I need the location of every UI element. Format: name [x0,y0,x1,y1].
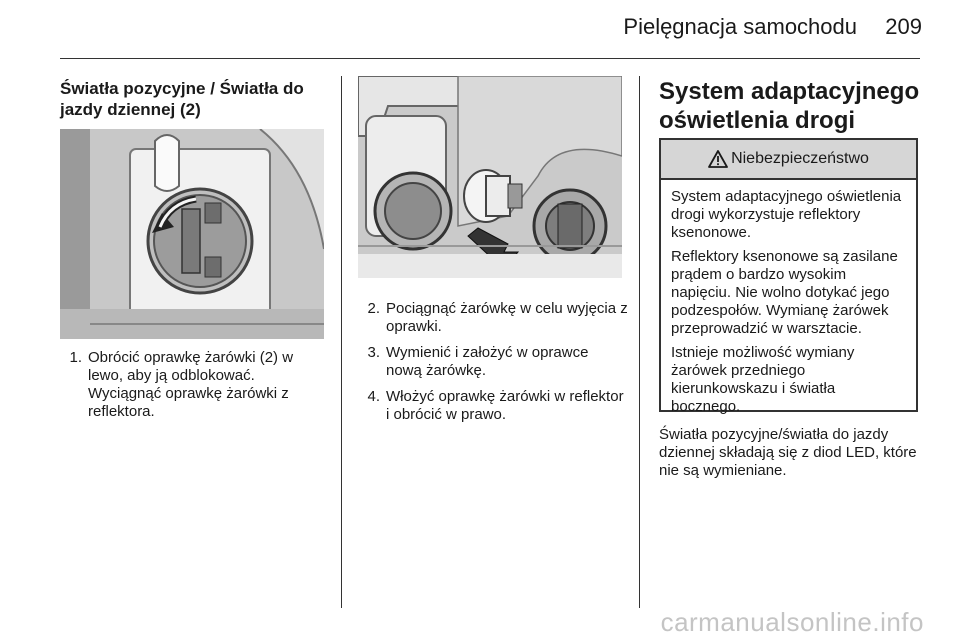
step-number: 2. [367,300,380,317]
headlamp-rear-drawing [60,129,324,339]
warning-paragraph: System adaptacyjnego oświetlenia drogi wykorzystuje reflektory ksenonowe. [671,188,902,241]
left-steps [60,349,328,429]
page-number: 209 [885,14,922,39]
step-list [60,349,328,421]
step-text: Włożyć oprawkę żarówki w reflektor i obrócić w prawo. [386,388,624,423]
left-column [60,78,328,120]
body-paragraph: Światła pozycyjne/światła do jazdy dziennej składają się z diod LED, które nie są wymieniane. [659,426,917,479]
list-item [358,344,628,380]
warning-paragraph: Istnieje możliwość wymiany żarówek przedniego kierunkowskazu i światła bocznego. [671,344,855,415]
list-item [358,388,628,424]
list-item [60,349,328,421]
warning-paragraph: Reflektory ksenonowe są zasilane prądem o bardzo wysokim napięciu. Nie wolno dotykać jego podzespołów. Wymianę żarówek przeprowadzić w warsztacie. [671,248,898,337]
step-text: Obrócić oprawkę żarówki (2) w lewo, aby ją odblokować. Wyciągnąć oprawkę żarówki z reflektora. [88,349,294,420]
step-text: Wymienić i założyć w oprawce nową żarówkę. [386,344,589,379]
section-heading: System adaptacyjnego oświetlenia drogi [659,78,920,134]
warning-body [661,180,916,416]
step-number: 3. [367,344,380,361]
right-column-heading [659,77,921,135]
step-list [358,300,628,424]
middle-steps [358,300,628,432]
watermark: carmanualsonline.info [660,607,924,637]
list-item [358,300,628,336]
bulb-holder-illustration [60,129,324,339]
bulb-socket-drawing [358,76,622,278]
right-body-text [659,426,917,480]
step-text: Pociągnąć żarówkę w celu wyjęcia z oprawki. [386,300,628,335]
header-title: Pielęgnacja samochodu [623,14,857,39]
section-heading: Światła pozycyjne / Światła do jazdy dziennej (2) [60,79,304,119]
header-rule [60,58,920,59]
step-number: 4. [367,388,380,405]
warning-triangle-icon [708,150,728,168]
column-divider [341,76,342,608]
warning-box [659,138,918,415]
warning-header [661,140,916,180]
warning-title: Niebezpieczeństwo [731,150,869,167]
step-number: 1. [69,349,82,366]
column-divider [639,76,640,608]
bulb-removal-illustration [358,76,622,278]
